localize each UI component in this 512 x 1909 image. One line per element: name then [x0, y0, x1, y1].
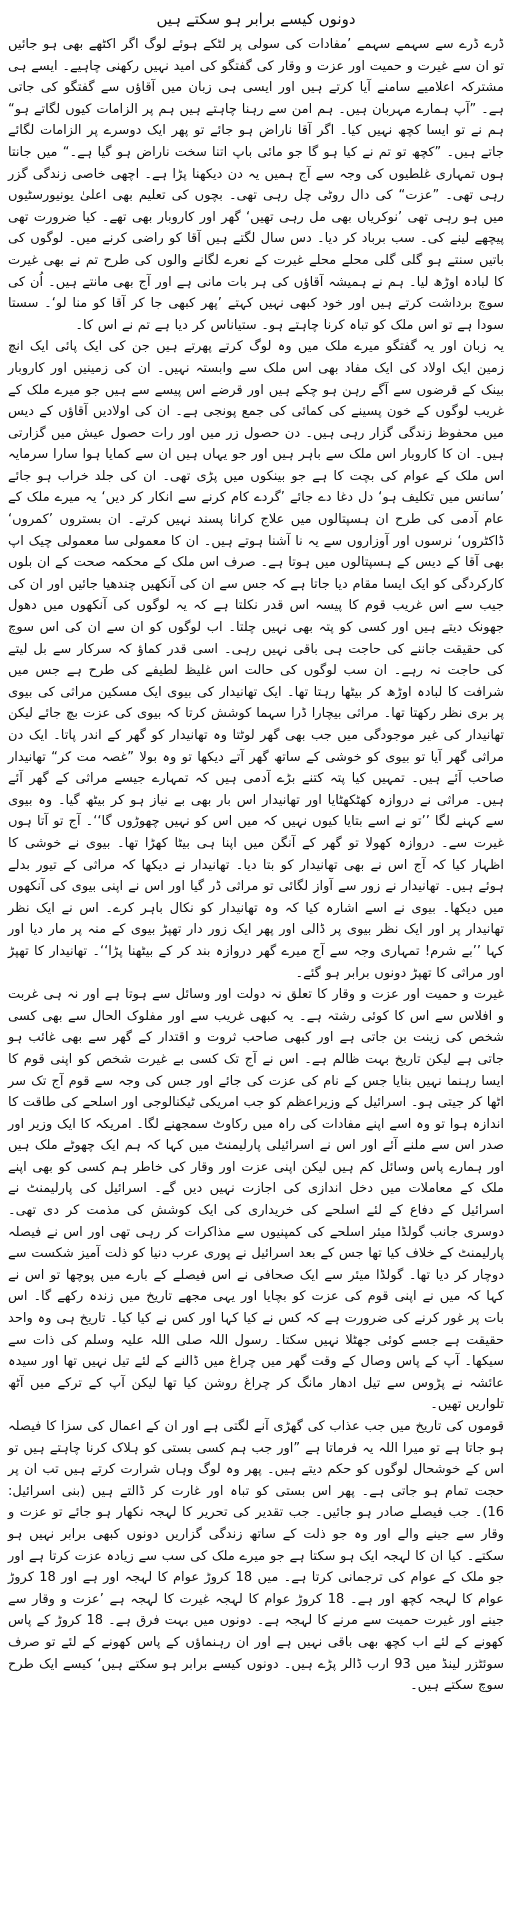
- article-paragraph: ڈرے ڈرے سے سہمے سہمے ’مفادات کی سولی پر لٹکے ہوئے لوگ اگر اکٹھے بھی ہو جائیں تو ان سے غیرت و حمیت اور عزت و وقار کی گفتگو کی امید نہیں رکھنی چاہیے۔ ایسے ہی مشترکہ اعلامیے سامنے آیا کرتے ہیں اور ایسی ہی زبان میں آقاؤں سے گفتگو کی جاتی ہے۔ ”آپ ہمارے مہربان ہیں۔ ہم امن سے رہنا چاہتے ہیں ہم پر الزامات کیوں لگاتے ہو“ ہم نے تو ایسا کچھ نہیں کیا۔ اگر آقا ناراض ہو جائے تو پھر ایک دوسرے پر الزامات لگائے جاتے ہیں۔ ”کچھ تو تم نے کیا ہو گا جو مائی باپ اتنا سخت ناراض ہو گیا ہے۔“ میں جانتا ہوں تمہاری غلطیوں کی وجہ سے آج ہمیں یہ دن دیکھنا پڑا ہے۔ اچھی خاصی زندگی گزر رہی تھی۔ ”عزت“ کی دال روٹی چل رہی تھی۔ بچوں کی تعلیم بھی اعلیٰ یونیورسٹیوں میں ہو رہی تھی ’نوکریاں بھی مل رہی تھیں‘ گھر اور کاروبار بھی تھے۔ کیا ضرورت تھی پیچھے لینے کی۔ سب برباد کر دیا۔ دس سال لگتے ہیں آقا کو راضی کرنے میں۔ لوگوں کی باتیں سنتے ہو گلی گلی محلے محلے غیرت کے نعرے لگانے والوں کی طرح تم نے بھی غیرت کا لبادہ اوڑھ لیا۔ ہم نے ہمیشہ آقاؤں کی ہر بات مانی ہے اور آج بھی مانتے ہیں۔ اُن کی سوچ برداشت کرتے ہیں اور خود کبھی نہیں کہتے ’پھر کبھی جا کر آقا کو منا لو‘۔ سستا سودا ہے تو اس ملک کو تباہ کرنا چاہتے ہو۔ ستیاناس کر دیا ہے تم نے اس کا۔: [8, 37, 504, 333]
- article-body: [8, 34, 504, 1697]
- article-paragraph: یہ زبان اور یہ گفتگو میرے ملک میں وہ لوگ کرتے پھرتے ہیں جن کی ایک پائی ایک انچ زمین ایک اولاد کی ایک مفاد بھی اس ملک سے وابستہ نہیں۔ ان کی زمینیں اور کاروبار بینک کے قرضوں سے آگے رہن ہو چکے ہیں اور قرضے اس پیسے سے ہیں جو میرے ملک کے غریب لوگوں کے خون پسینے کی کمائی کی جمع پونجی ہے۔ ان کی اولادیں آقاؤں کے دیس میں محفوظ زندگی گزار رہی ہیں۔ دن حصول زر میں اور رات حصول عیش میں گزارتی ہیں۔ ان کا کاروبار اس ملک سے باہر ہیں اور جو یہاں ہیں ان سے کمایا ہوا سارا سرمایہ اس ملک کے عوام کی بچت کا ہے جو بینکوں میں پڑی تھی۔ ان کی جلد خراب ہو جائے ’سانس میں تکلیف ہو‘ دل دغا دے جائے ’گردے کام کرنے سے انکار کر دیں‘ یہ میرے ملک کے عام آدمی کی طرح ان ہسپتالوں میں علاج کرانا پسند نہیں کرتے۔ ان بستروں ’کمروں‘ ڈاکٹروں‘ نرسوں اور آوزاروں سے یہ نا آشنا ہوتے ہیں۔ ان کا معمولی سا معمولی چیک اپ بھی آقا کے دیس کے ہسپتالوں میں ہوتا ہے۔ صرف اس ملک کے محکمہ صحت کے ان بلوں کارکردگی کو ایک ایسا مقام دیا جاتا ہے کہ جس سے ان کی آنکھیں چندھیا جائیں اور ان کی جیب سے اس غریب قوم کا پیسہ اس قدر نکلتا ہے کہ یہ لوگوں کی آنکھوں میں دھول جھونک دیتے ہیں اور کسی کو پتہ بھی نہیں چلتا۔ اب لوگوں کو ان سے ان کی اس سوچ کی حقیقت جاننے کی حاجت ہی باقی نہیں رہی۔ اسی قدر کماؤ کہ سرکار سے بل لیتے کی حاجت نہ رہے۔ ان سب لوگوں کی حالت اس غلیظ لطیفے کی طرح ہے جس میں شرافت کا لبادہ اوڑھ کر بیٹھا رہتا تھا۔ ایک تھانیدار کی بیوی ایک مسکین مراثی کی بیوی پر بری نظر رکھتا تھا۔ مراثی بیچارا ڈرا سہما کوشش کرتا کہ بیوی کی عزت بچ جائے لیکن تھانیدار کی غیر موجودگی میں جب بھی گھر لوٹتا وہ تھانیدار کو گھر کے اندر پاتا۔ ایک دن مراثی گھر آیا تو بیوی کو خوشی کے ساتھ گھر آتے دیکھا تو وہ بولا ”غصہ مت کر“ تھانیدار صاحب آئے ہیں۔ تمہیں کیا پتہ کتنے بڑے آدمی ہیں کہ تمہارے جیسے مراثی کے گھر آئے ہیں۔ مراثی نے دروازہ کھٹکھٹایا اور تھانیدار اس بار بھی بے نیاز ہو کر بیٹھ گیا۔ وہ بیوی سے کہنے لگا ’’تو نے اسے بتایا کیوں نہیں کہ میں اس کو نہیں چھوڑوں گا‘‘۔ آج تو آتا ہوں غیرت سے۔ دروازہ کھولا تو گھر کے آنگن میں اپنا ہی بیٹا کھڑا تھا۔ بیوی نے خوشی کا اظہار کیا کہ آج اس نے بھی تھانیدار کو بتا دیا۔ تھانیدار نے دیکھا کہ مراثی کے تیور بدلے ہوئے ہیں۔ تھانیدار نے زور سے آواز لگائی تو مراثی ڈر گیا اور اس نے اپنی بیوی کی آنکھوں میں دیکھا۔ بیوی نے اسے اشارہ کیا کہ وہ تھانیدار کو نکال باہر کرے۔ اس نے ایک نظر تھانیدار پر اور ایک نظر بیوی پر ڈالی اور پھر ایک زور دار تھپڑ بیوی کے منہ پر مار دیا اور کہا ’’بے شرم! تمہاری وجہ سے آج میرے گھر دروازہ بند کر کے بیٹھنا پڑا‘‘۔ تھانیدار کا تھپڑ اور مراثی کا تھپڑ دونوں برابر ہو گئے۔: [8, 339, 504, 981]
- article-paragraph: غیرت و حمیت اور عزت و وقار کا تعلق نہ دولت اور وسائل سے ہوتا ہے اور نہ ہی غربت و افلاس سے اس کا کوئی رشتہ ہے۔ یہ کبھی غریب سے اور مفلوک الحال سے بھی کسی شخص کی زینت بن جاتی ہے اور کبھی صاحب ثروت و اقتدار کے گھر سے بھی غائب ہو جاتی ہے لیکن تاریخ بہت ظالم ہے۔ اس نے آج تک کسی بے غیرت شخص کو اپنی قوم کا ایسا رہنما نہیں بنایا جس کے نام کی عزت کی جائے اور جس کی وجہ سے قوم آج تک سر اٹھا کر جیتی ہو۔ اسرائیل کے وزیراعظم کو جب امریکی ٹیکنالوجی اور اسلحے کی طاقت کا اندازہ ہوا تو وہ اسے اپنے مفادات کی راہ میں رکاوٹ سمجھنے لگا۔ امریکہ کا ایک وزیر اور صدر اس سے ملنے آئے اور اس نے اسرائیلی پارلیمنٹ میں کہا کہ ہم ایک چھوٹے ملک ہیں اور ہمارے پاس وسائل کم ہیں لیکن اپنی عزت اور وقار کی خاطر ہم کسی کو بھی اپنے ملک کے معاملات میں دخل اندازی کی اجازت نہیں دیں گے۔ اسرائیل کی پارلیمنٹ نے اسرائیل کے دفاع کے لئے اسلحے کی خریداری کی ایک کوشش کی مذمت کر دی تھی۔ دوسری جانب گولڈا میئر اسلحے کی کمپنیوں سے مذاکرات کر رہی تھی اور اس نے فیصلہ پارلیمنٹ کے خلاف کیا تھا جس کے بعد اسرائیل نے پوری عرب دنیا کو ذلت آمیز شکست سے دوچار کر دیا تھا۔ گولڈا میئر سے ایک صحافی نے اس فیصلے کے بارے میں پوچھا تو اس نے کہا کہ میں نے اپنی قوم کی عزت کو بچایا اور یہی مجھے تاریخ میں زندہ رکھے گا۔ اس بات پر غور کرنے کی ضرورت ہے کہ کس نے کیا کہا اور کس نے کیا کیا۔ تاریخ ہی وہ واحد حقیقت ہے جسے کوئی جھٹلا نہیں سکتا۔ رسول اللہ صلی اللہ علیہ وسلم کی ذات سے سیکھا۔ آپ کے پاس وصال کے وقت گھر میں چراغ میں ڈالنے کے لئے تیل نہیں تھا اور سیدہ عائشہ نے پڑوس سے تیل ادھار مانگ کر چراغ روشن کیا تھا لیکن آپ کے ترکے میں آٹھ تلواریں تھیں۔: [8, 987, 504, 1413]
- article-paragraph: قوموں کی تاریخ میں جب عذاب کی گھڑی آنے لگتی ہے اور ان کے اعمال کی سزا کا فیصلہ ہو جاتا ہے تو میرا اللہ یہ فرماتا ہے ”اور جب ہم کسی بستی کو ہلاک کرنا چاہتے ہیں تو اس کے خوشحال لوگوں کو حکم دیتے ہیں۔ پھر وہ لوگ وہاں شرارت کرتے ہیں تب ان پر حجت تمام ہو جاتی ہے۔ پھر اس بستی کو تباہ اور غارت کر ڈالتے ہیں (بنی اسرائیل: 16)۔ جب فیصلے صادر ہو جائیں۔ جب تقدیر کی تحریر کا لہجہ نکھار ہو جائے تو عزت و وقار سے جینے والے اور وہ جو ذلت کے ساتھ زندگی گزاریں دونوں کبھی برابر نہیں ہو سکتے۔ کیا ان کا لہجہ ایک ہو سکتا ہے جو میرے ملک کی سب سے زیادہ عزت کرتا ہے اور جو ملک کے عوام کی ترجمانی کرتا ہے۔ میں 18 کروڑ عوام کا لہجہ اور ہے اور 18 کروڑ عوام کا لہجہ کچھ اور ہے۔ 18 کروڑ عوام کا لہجہ غیرت کا لہجہ ہے ’عزت و وقار سے جینے اور غیرت حمیت سے مرنے کا لہجہ ہے۔ دونوں میں بہت فرق ہے۔ 18 کروڑ کے پاس کھونے کے لئے اب کچھ بھی باقی نہیں ہے اور ان رہنماؤں کے پاس کھونے کے لئے تو صرف سوئٹزر لینڈ میں 93 ارب ڈالر پڑے ہیں۔ دونوں کیسے برابر ہو سکتے ہیں‘ کیسے ایک طرح سوچ سکتے ہیں۔: [8, 1419, 504, 1694]
- article-title: دونوں کیسے برابر ہو سکتے ہیں: [156, 10, 356, 28]
